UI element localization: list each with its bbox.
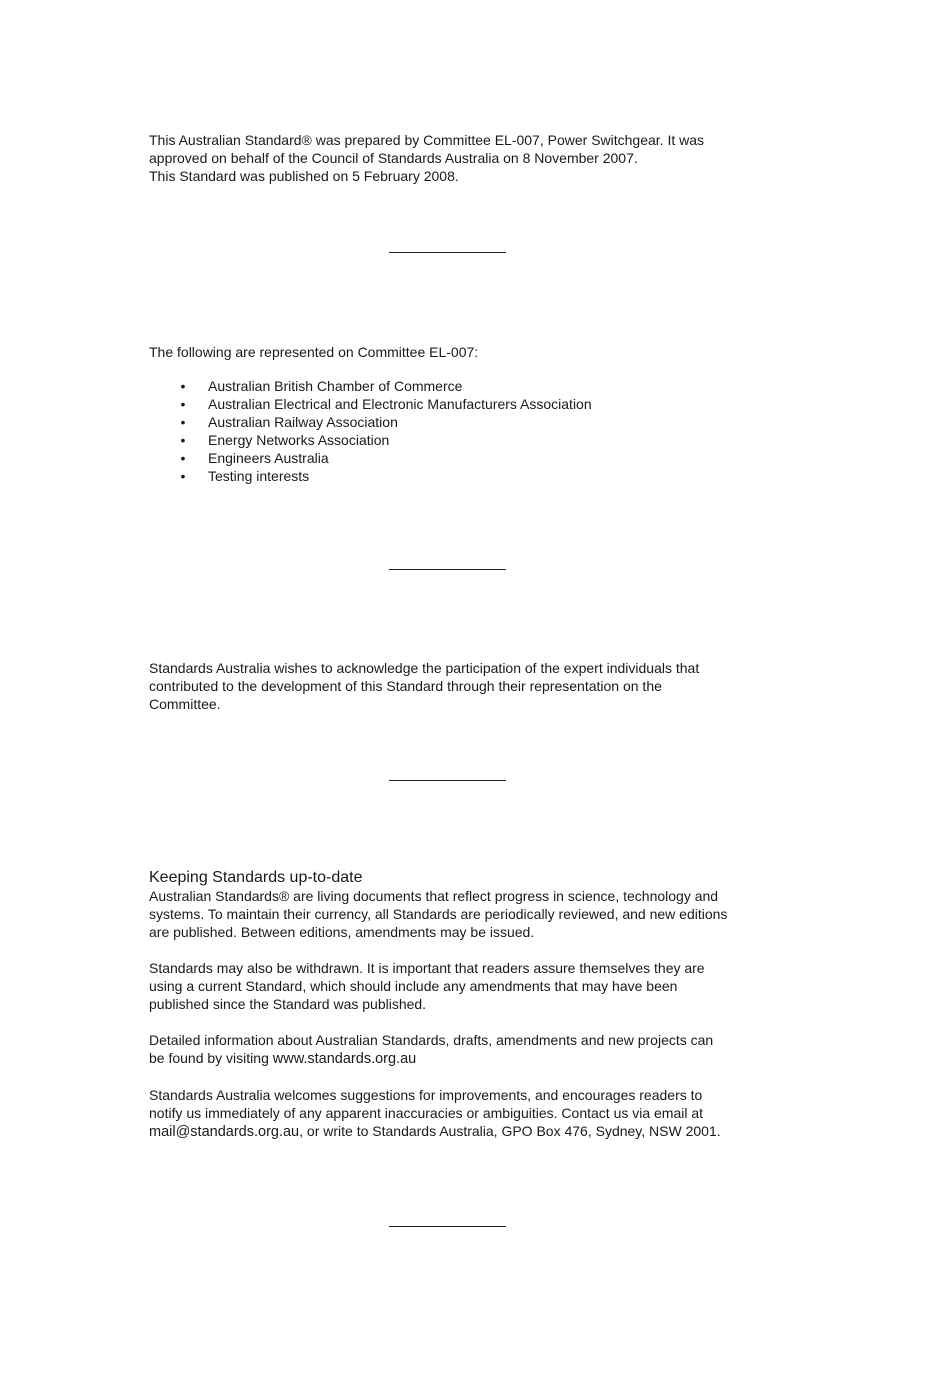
paragraph-withdrawn: Standards may also be withdrawn. It is important that readers assure themselves they are using a current Standard, which should include any amendments that may have been published since the Standard was published.	[149, 960, 705, 1012]
section-divider-1	[389, 252, 506, 253]
committee-intro: The following are represented on Committee EL-007:	[149, 344, 479, 360]
paragraph-currency: Australian Standards® are living documents that reflect progress in science, technology and systems. To maintain their currency, all Standards are periodically reviewed, and new editions are published. Between editions, amendments may be issued.	[149, 888, 728, 940]
website-link[interactable]: www.standards.org.au	[272, 1051, 417, 1067]
bullet-icon: •	[180, 450, 186, 466]
bullet-icon: •	[180, 396, 186, 412]
publication-date-line: This Standard was published on 5 February 2008.	[149, 168, 459, 184]
acknowledgement-statement	[149, 659, 759, 713]
email-link[interactable]: mail@standards.org.au	[149, 1124, 300, 1140]
approval-line-1: This Australian Standard® was prepared by Committee EL-007, Power Switchgear. It was	[149, 132, 705, 148]
list-item: • Testing interests	[149, 467, 759, 485]
list-item: • Australian British Chamber of Commerce	[149, 377, 759, 395]
approval-statement	[149, 131, 759, 185]
bullet-icon: •	[180, 414, 186, 430]
section-divider-2	[389, 569, 506, 570]
keeping-standards-section	[149, 869, 759, 1141]
bullet-icon: •	[180, 468, 186, 484]
paragraph-contact: Standards Australia welcomes suggestions for improvements, and encourages readers to notify us immediately of any apparent inaccuracies or ambiguities. Contact us via email at mail@standards.org.au, or write to Standards Australia, GPO Box 476, Sydney, NSW 2001.	[149, 1087, 721, 1140]
list-item: • Energy Networks Association	[149, 431, 759, 449]
committee-representation	[149, 343, 759, 485]
list-item: • Australian Electrical and Electronic Manufacturers Association	[149, 395, 759, 413]
section-heading: Keeping Standards up-to-date	[149, 869, 363, 886]
acknowledgement-line-1: Standards Australia wishes to acknowledge the participation of the expert individuals that	[149, 660, 700, 676]
paragraph-information: Detailed information about Australian Standards, drafts, amendments and new projects can be found by visiting www.standards.org.au	[149, 1032, 714, 1067]
acknowledgement-line-3: Committee.	[149, 696, 221, 712]
list-item: • Australian Railway Association	[149, 413, 759, 431]
section-divider-4	[389, 1226, 506, 1227]
bullet-icon: •	[180, 432, 186, 448]
section-divider-3	[389, 780, 506, 781]
acknowledgement-line-2: contributed to the development of this Standard through their representation on the	[149, 678, 662, 694]
bullet-icon: •	[180, 378, 186, 394]
committee-member-list	[149, 377, 759, 485]
list-item: • Engineers Australia	[149, 449, 759, 467]
approval-line-2: approved on behalf of the Council of Standards Australia on 8 November 2007.	[149, 150, 638, 166]
